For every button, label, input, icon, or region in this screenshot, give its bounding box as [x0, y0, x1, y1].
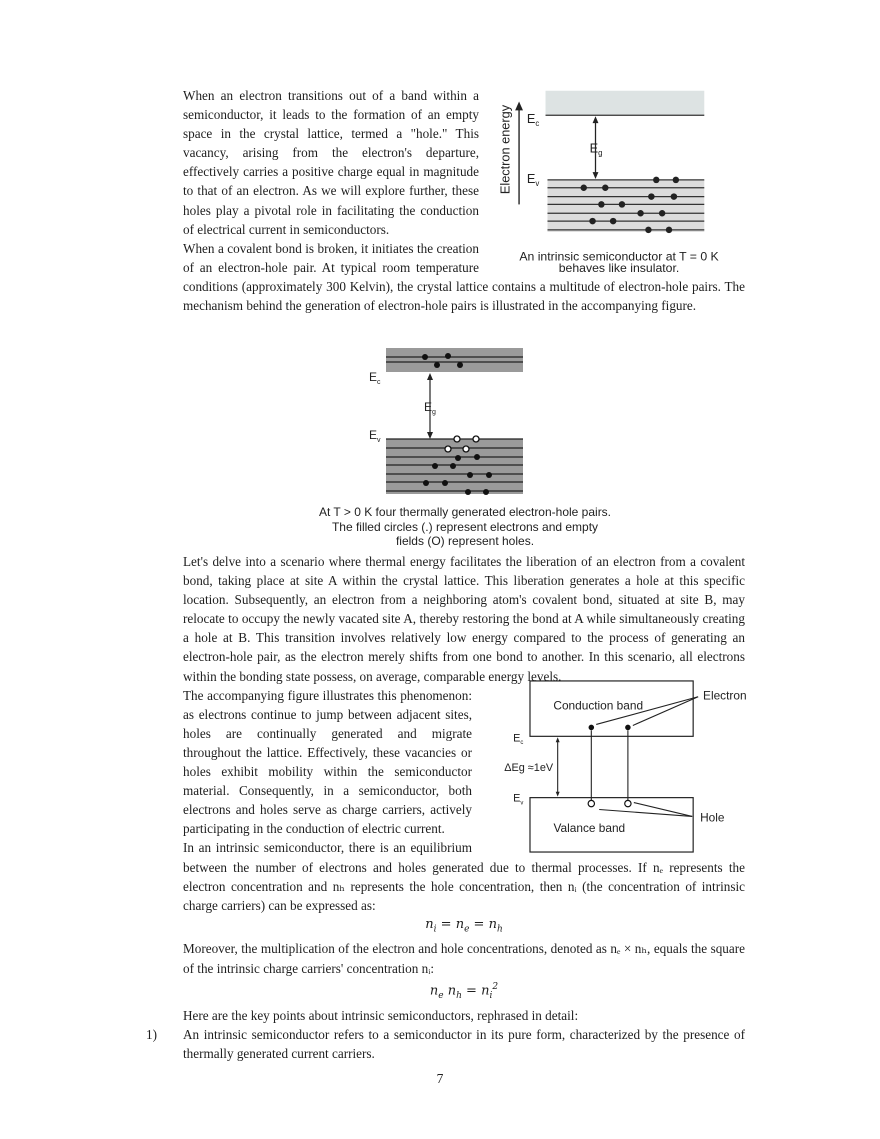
electron-dot [423, 480, 429, 486]
electron-dot [465, 489, 471, 495]
electron-dot [434, 362, 440, 368]
figure2-caption-line2: The filled circles (.) represent electrons and empty [331, 520, 599, 534]
eg-label: $E_g$ [424, 400, 436, 416]
electron-dot [653, 177, 659, 183]
ev-label: $E_v$ [369, 428, 381, 444]
electron-dot [637, 210, 643, 216]
hole-circle [445, 446, 451, 452]
electron-dot [666, 227, 672, 233]
paragraph-hole-definition: When an electron transitions out of a band within a semiconductor, it leads to the formation of an empty space in the crystal lattice, termed a "hole." This vacancy, arising from the electron's departure, effectively carries a positive charge equal in magnitude to that of an electron. As we will explore further, these holes play a pivotal role in facilitating the conduction of electrical current in semiconductors. [183, 88, 479, 237]
page-number: 7 [436, 1071, 444, 1086]
hole-circle [588, 800, 594, 806]
hole-circle [454, 436, 460, 442]
electron-dot [432, 463, 438, 469]
paragraph-hole-mobility: The accompanying figure illustrates this phenomenon: as electrons continue to jump between adjacent sites, holes are continually generated and migrate throughout the lattice. Effectively, these vacancies or holes exhibit mobility within the semiconductor material. Consequently, in a semiconductor, both electrons and holes serve as charge carriers, actively participating in the conduction of electric current. [183, 687, 472, 837]
hole-circle [625, 800, 631, 806]
energy-axis-arrow [515, 102, 523, 205]
figure-band-diagram [486, 676, 751, 854]
hole-circle [473, 436, 479, 442]
electron-dot [602, 185, 608, 191]
electron-dot [625, 724, 631, 730]
valence-band-label: Valance band [553, 820, 626, 835]
paragraph-key-points-intro: Here are the key points about intrinsic semiconductors, rephrased in detail: [183, 1007, 579, 1023]
figure-thermal-pairs [300, 345, 630, 550]
list-item-text: An intrinsic semiconductor refers to a semiconductor in its pure form, characterized by the presence of thermally generated current carriers. [183, 1026, 745, 1061]
list-number: 1) [146, 1026, 157, 1042]
electron-dot [581, 185, 587, 191]
electron-dot [589, 724, 595, 730]
ec-label: $E_c$ [513, 731, 524, 746]
paragraph-equilibrium: In an intrinsic semiconductor, there is an equilibrium between the number of electrons and holes generated due to thermal processes. If nₑ represents the electron concentration and nₕ represents the hole concentration, then nᵢ (the concentration of intrinsic charge carriers) can be expressed as: [183, 840, 745, 913]
electron-dot [457, 362, 463, 368]
conduction-band [386, 348, 523, 372]
equation-intrinsic-concentration: $n_i = n_e = n_h$ [425, 916, 503, 935]
electron-dot [589, 218, 595, 224]
electron-dot [645, 227, 651, 233]
ec-label: $E_c$ [526, 111, 540, 129]
figure1-caption-line1: An intrinsic semiconductor at T = 0 K [519, 249, 719, 264]
figure1-caption-line2: behaves like insulator. [558, 261, 680, 274]
band-gap-label: ΔEg ≈1eV [504, 761, 554, 774]
ev-label: $E_v$ [513, 792, 524, 807]
electron-dot [673, 177, 679, 183]
electron-dot [450, 463, 456, 469]
electron-dot [648, 193, 654, 199]
electron-dot [422, 354, 428, 360]
electron-dot [445, 353, 451, 359]
hole-circle [463, 446, 469, 452]
band-gap-arrow [556, 737, 560, 796]
figure2-caption-line3: fields (O) represent holes. [395, 534, 535, 548]
electron-dot [619, 201, 625, 207]
text-block-bottom [146, 552, 747, 1063]
list-item [146, 1025, 745, 1063]
conduction-band [546, 91, 705, 116]
electron-dot [483, 489, 489, 495]
electron-dot [598, 201, 604, 207]
electron-dot [486, 472, 492, 478]
equation-mass-action: $n_e$ $n_h = n_i^2$ [429, 981, 499, 1001]
text-block-top [183, 86, 745, 315]
hole-label: Hole [700, 810, 725, 825]
figure2-caption-line1: At T > 0 K four thermally generated electron-hole pairs. [318, 505, 612, 519]
ec-label: $E_c$ [369, 370, 381, 386]
paragraph-hole-movement: Let's delve into a scenario where thermal energy facilitates the liberation of an electron from a covalent bond, taking place at site A within the crystal lattice. This liberation generates a hole at this specific location. Subsequently, an electron from a neighboring atom's covalent bond, situated at site B, may relocate to occupy the newly vacated site A, thereby restoring the bond at A while simultaneously creating a hole at B. This transition involves relatively low energy compared to the process of generating an electron-hole pair, as the electron merely shifts from one bond to another. In this scenario, all electrons within the bonding state possess, on average, comparable energy levels. [183, 554, 745, 684]
electron-dot [467, 472, 473, 478]
ev-label: $E_v$ [526, 170, 540, 188]
eg-label: $E_g$ [589, 140, 603, 158]
figure-intrinsic-0k [489, 78, 751, 274]
electron-dot [442, 480, 448, 486]
electron-dot [474, 454, 480, 460]
electron-dot [455, 455, 461, 461]
paragraph-mass-action: Moreover, the multiplication of the electron and hole concentrations, denoted as nₑ × nₕ, equals the square of the intrinsic charge carriers' concentration nᵢ: [183, 941, 745, 976]
paragraph-electron-hole-pair: When a covalent bond is broken, it initiates the creation of an electron-hole pair. At typical room temperature conditions (approximately 300 Kelvin), the crystal lattice contains a multitude of electron-hole pairs. The mechanism behind the generation of electron-hole pairs is illustrated in the accompanying figure. [183, 240, 745, 314]
electron-dot [659, 210, 665, 216]
electron-dot [671, 193, 677, 199]
conduction-band-label: Conduction band [553, 698, 644, 713]
energy-axis-label: Electron energy [497, 104, 513, 195]
electron-dot [610, 218, 616, 224]
electron-label: Electron [703, 688, 747, 703]
